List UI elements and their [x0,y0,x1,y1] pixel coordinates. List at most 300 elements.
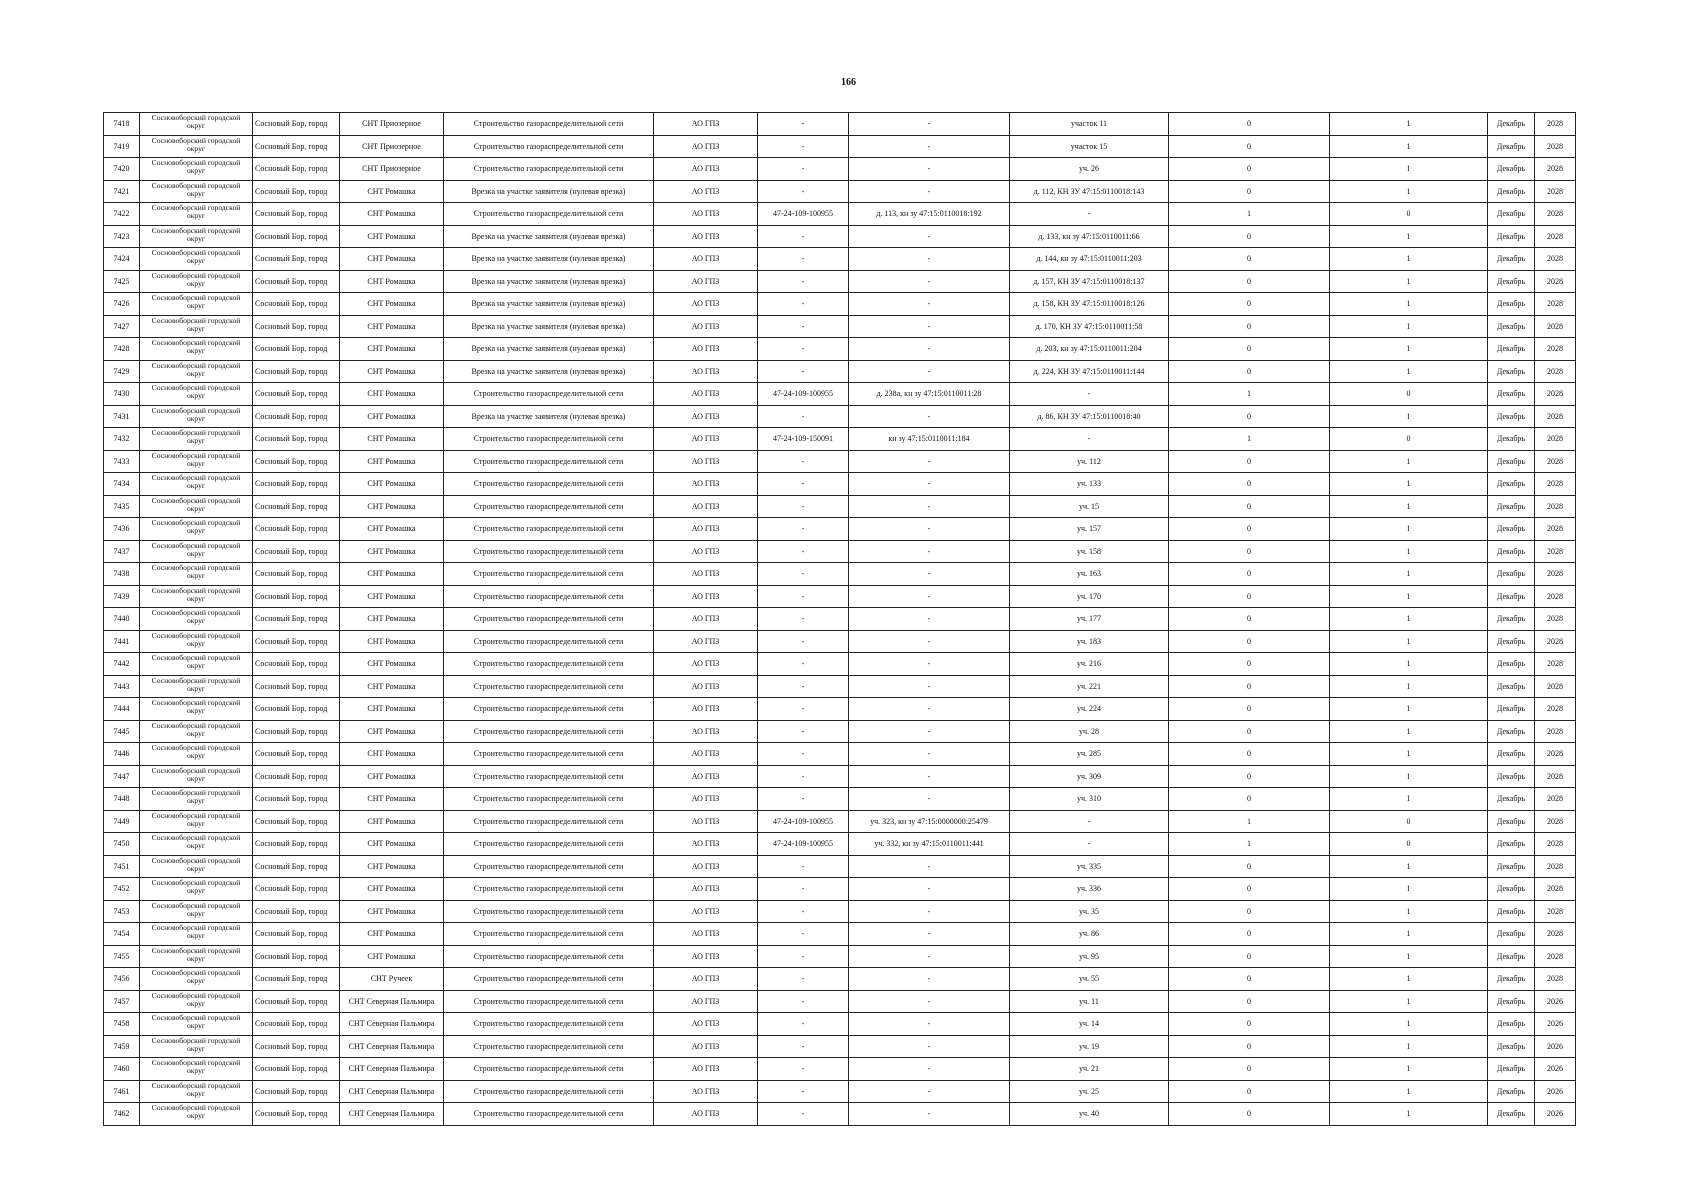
tu-number-cell: - [758,743,849,766]
row-number-cell: 7426 [104,293,140,316]
plot-address-cell: уч. 163 [1010,563,1169,586]
work-type-cell: Строительство газораспределительной сети [444,765,654,788]
year-cell: 2028 [1535,833,1576,856]
year-cell: 2028 [1535,765,1576,788]
snt-name-cell: СНТ Ромашка [340,473,444,496]
organization-cell: АО ГПЗ [654,495,758,518]
month-cell: Декабрь [1488,270,1535,293]
work-type-cell: Строительство газораспределительной сети [444,1058,654,1081]
tu-number-cell: - [758,788,849,811]
month-cell: Декабрь [1488,878,1535,901]
object-address-cell: - [849,315,1010,338]
organization-cell: АО ГПЗ [654,450,758,473]
snt-name-cell: СНТ Ромашка [340,923,444,946]
month-cell: Декабрь [1488,203,1535,226]
settlement-cell: Сосновый Бор, город [253,158,340,181]
month-cell: Декабрь [1488,293,1535,316]
month-cell: Декабрь [1488,833,1535,856]
organization-cell: АО ГПЗ [654,923,758,946]
plot-address-cell: уч. 15 [1010,495,1169,518]
work-type-cell: Строительство газораспределительной сети [444,540,654,563]
table-row [104,383,1576,406]
year-cell: 2028 [1535,675,1576,698]
municipality-cell: Сосновоборский городской округ [140,900,253,923]
plot-address-cell: уч. 55 [1010,968,1169,991]
count-a-cell: 0 [1169,563,1330,586]
organization-cell: АО ГПЗ [654,405,758,428]
month-cell: Декабрь [1488,720,1535,743]
row-number-cell: 7441 [104,630,140,653]
count-b-cell: 1 [1330,698,1488,721]
count-b-cell: 0 [1330,203,1488,226]
settlement-cell: Сосновый Бор, город [253,203,340,226]
count-a-cell: 0 [1169,338,1330,361]
settlement-cell: Сосновый Бор, город [253,473,340,496]
row-number-cell: 7421 [104,180,140,203]
year-cell: 2026 [1535,1035,1576,1058]
plot-address-cell: уч. 26 [1010,158,1169,181]
count-a-cell: 0 [1169,495,1330,518]
plot-address-cell: д. 158, КН ЗУ 47:15:0110018:126 [1010,293,1169,316]
count-a-cell: 0 [1169,360,1330,383]
object-address-cell: д. 238а, кн зу 47:15:0110011:28 [849,383,1010,406]
count-a-cell: 0 [1169,585,1330,608]
settlement-cell: Сосновый Бор, город [253,653,340,676]
municipality-cell: Сосновоборский городской округ [140,608,253,631]
plot-address-cell: д. 144, кн зу 47:15:0110011:203 [1010,248,1169,271]
month-cell: Декабрь [1488,338,1535,361]
year-cell: 2028 [1535,180,1576,203]
count-a-cell: 0 [1169,113,1330,136]
object-address-cell: - [849,563,1010,586]
count-b-cell: 1 [1330,788,1488,811]
work-type-cell: Строительство газораспределительной сети [444,720,654,743]
row-number-cell: 7449 [104,810,140,833]
settlement-cell: Сосновый Бор, город [253,878,340,901]
row-number-cell: 7458 [104,1013,140,1036]
row-number-cell: 7455 [104,945,140,968]
tu-number-cell: - [758,135,849,158]
plot-address-cell: уч. 157 [1010,518,1169,541]
plot-address-cell: - [1010,810,1169,833]
count-a-cell: 1 [1169,833,1330,856]
municipality-cell: Сосновоборский городской округ [140,293,253,316]
settlement-cell: Сосновый Бор, город [253,270,340,293]
settlement-cell: Сосновый Бор, город [253,563,340,586]
object-address-cell: - [849,698,1010,721]
settlement-cell: Сосновый Бор, город [253,585,340,608]
tu-number-cell: - [758,900,849,923]
plot-address-cell: уч. 35 [1010,900,1169,923]
organization-cell: АО ГПЗ [654,945,758,968]
work-type-cell: Врезка на участке заявителя (нулевая врезка) [444,293,654,316]
table-row [104,990,1576,1013]
organization-cell: АО ГПЗ [654,315,758,338]
month-cell: Декабрь [1488,855,1535,878]
settlement-cell: Сосновый Бор, город [253,338,340,361]
year-cell: 2028 [1535,968,1576,991]
work-type-cell: Врезка на участке заявителя (нулевая врезка) [444,225,654,248]
organization-cell: АО ГПЗ [654,473,758,496]
count-a-cell: 0 [1169,1080,1330,1103]
count-a-cell: 0 [1169,945,1330,968]
municipality-cell: Сосновоборский городской округ [140,968,253,991]
count-a-cell: 0 [1169,743,1330,766]
snt-name-cell: СНТ Ромашка [340,900,444,923]
row-number-cell: 7462 [104,1103,140,1126]
tu-number-cell: - [758,293,849,316]
table-row [104,405,1576,428]
table-row [104,630,1576,653]
count-b-cell: 1 [1330,248,1488,271]
snt-name-cell: СНТ Приозерное [340,158,444,181]
municipality-cell: Сосновоборский городской округ [140,698,253,721]
organization-cell: АО ГПЗ [654,225,758,248]
tu-number-cell: - [758,473,849,496]
count-b-cell: 1 [1330,135,1488,158]
table-row [104,810,1576,833]
settlement-cell: Сосновый Бор, город [253,518,340,541]
plot-address-cell: уч. 40 [1010,1103,1169,1126]
tu-number-cell: - [758,990,849,1013]
count-b-cell: 0 [1330,428,1488,451]
organization-cell: АО ГПЗ [654,563,758,586]
year-cell: 2026 [1535,1103,1576,1126]
work-type-cell: Строительство газораспределительной сети [444,698,654,721]
row-number-cell: 7428 [104,338,140,361]
object-address-cell: - [849,765,1010,788]
work-type-cell: Строительство газораспределительной сети [444,675,654,698]
count-b-cell: 0 [1330,833,1488,856]
plot-address-cell: уч. 11 [1010,990,1169,1013]
count-a-cell: 0 [1169,630,1330,653]
organization-cell: АО ГПЗ [654,1080,758,1103]
row-number-cell: 7418 [104,113,140,136]
tu-number-cell: - [758,360,849,383]
tu-number-cell: - [758,653,849,676]
count-b-cell: 1 [1330,945,1488,968]
work-type-cell: Строительство газораспределительной сети [444,608,654,631]
count-b-cell: 1 [1330,608,1488,631]
object-address-cell: - [849,743,1010,766]
month-cell: Декабрь [1488,180,1535,203]
count-a-cell: 1 [1169,383,1330,406]
work-type-cell: Строительство газораспределительной сети [444,945,654,968]
snt-name-cell: СНТ Ромашка [340,630,444,653]
count-a-cell: 0 [1169,855,1330,878]
count-b-cell: 1 [1330,450,1488,473]
year-cell: 2028 [1535,225,1576,248]
organization-cell: АО ГПЗ [654,698,758,721]
row-number-cell: 7433 [104,450,140,473]
municipality-cell: Сосновоборский городской округ [140,585,253,608]
municipality-cell: Сосновоборский городской округ [140,450,253,473]
municipality-cell: Сосновоборский городской округ [140,473,253,496]
count-a-cell: 0 [1169,1013,1330,1036]
row-number-cell: 7454 [104,923,140,946]
tu-number-cell: 47-24-109-150091 [758,428,849,451]
snt-name-cell: СНТ Ромашка [340,203,444,226]
month-cell: Декабрь [1488,428,1535,451]
tu-number-cell: - [758,1058,849,1081]
tu-number-cell: - [758,1013,849,1036]
snt-name-cell: СНТ Ромашка [340,225,444,248]
municipality-cell: Сосновоборский городской округ [140,158,253,181]
organization-cell: АО ГПЗ [654,765,758,788]
year-cell: 2028 [1535,653,1576,676]
tu-number-cell: - [758,1080,849,1103]
work-type-cell: Строительство газораспределительной сети [444,990,654,1013]
work-type-cell: Строительство газораспределительной сети [444,1103,654,1126]
row-number-cell: 7438 [104,563,140,586]
plot-address-cell: уч. 216 [1010,653,1169,676]
tu-number-cell: - [758,158,849,181]
municipality-cell: Сосновоборский городской округ [140,653,253,676]
table-row [104,743,1576,766]
row-number-cell: 7422 [104,203,140,226]
count-a-cell: 0 [1169,765,1330,788]
table-row [104,135,1576,158]
month-cell: Декабрь [1488,900,1535,923]
settlement-cell: Сосновый Бор, город [253,450,340,473]
object-address-cell: - [849,675,1010,698]
count-b-cell: 0 [1330,810,1488,833]
plot-address-cell: уч. 133 [1010,473,1169,496]
work-type-cell: Строительство газораспределительной сети [444,450,654,473]
tu-number-cell: - [758,405,849,428]
year-cell: 2028 [1535,540,1576,563]
settlement-cell: Сосновый Бор, город [253,428,340,451]
count-b-cell: 1 [1330,293,1488,316]
organization-cell: АО ГПЗ [654,653,758,676]
municipality-cell: Сосновоборский городской округ [140,1013,253,1036]
count-a-cell: 0 [1169,405,1330,428]
organization-cell: АО ГПЗ [654,383,758,406]
table-row [104,540,1576,563]
snt-name-cell: СНТ Северная Пальмира [340,1035,444,1058]
table-row [104,675,1576,698]
settlement-cell: Сосновый Бор, город [253,788,340,811]
table-row [104,450,1576,473]
snt-name-cell: СНТ Ручеек [340,968,444,991]
plot-address-cell: уч. 285 [1010,743,1169,766]
work-type-cell: Строительство газораспределительной сети [444,878,654,901]
snt-name-cell: СНТ Ромашка [340,338,444,361]
settlement-cell: Сосновый Бор, город [253,698,340,721]
municipality-cell: Сосновоборский городской округ [140,248,253,271]
work-type-cell: Врезка на участке заявителя (нулевая врезка) [444,270,654,293]
snt-name-cell: СНТ Ромашка [340,833,444,856]
tu-number-cell: - [758,968,849,991]
plot-address-cell: участок 11 [1010,113,1169,136]
municipality-cell: Сосновоборский городской округ [140,945,253,968]
object-address-cell: - [849,338,1010,361]
count-b-cell: 1 [1330,1058,1488,1081]
settlement-cell: Сосновый Бор, город [253,923,340,946]
snt-name-cell: СНТ Ромашка [340,788,444,811]
settlement-cell: Сосновый Бор, город [253,1080,340,1103]
work-type-cell: Врезка на участке заявителя (нулевая врезка) [444,248,654,271]
snt-name-cell: СНТ Ромашка [340,315,444,338]
month-cell: Декабрь [1488,495,1535,518]
work-type-cell: Врезка на участке заявителя (нулевая врезка) [444,315,654,338]
month-cell: Декабрь [1488,360,1535,383]
year-cell: 2028 [1535,518,1576,541]
organization-cell: АО ГПЗ [654,743,758,766]
organization-cell: АО ГПЗ [654,675,758,698]
municipality-cell: Сосновоборский городской округ [140,720,253,743]
table-row [104,1103,1576,1126]
settlement-cell: Сосновый Бор, город [253,900,340,923]
count-b-cell: 1 [1330,315,1488,338]
work-type-cell: Строительство газораспределительной сети [444,428,654,451]
work-type-cell: Строительство газораспределительной сети [444,923,654,946]
object-address-cell: - [849,720,1010,743]
tu-number-cell: - [758,113,849,136]
year-cell: 2028 [1535,923,1576,946]
snt-name-cell: СНТ Ромашка [340,855,444,878]
plot-address-cell: уч. 19 [1010,1035,1169,1058]
work-type-cell: Строительство газораспределительной сети [444,900,654,923]
tu-number-cell: - [758,180,849,203]
object-address-cell: - [849,630,1010,653]
snt-name-cell: СНТ Ромашка [340,383,444,406]
table-row [104,563,1576,586]
count-a-cell: 0 [1169,1035,1330,1058]
plot-address-cell: уч. 224 [1010,698,1169,721]
table-row [104,473,1576,496]
count-b-cell: 1 [1330,405,1488,428]
tu-number-cell: - [758,563,849,586]
month-cell: Декабрь [1488,1035,1535,1058]
row-number-cell: 7429 [104,360,140,383]
snt-name-cell: СНТ Ромашка [340,810,444,833]
organization-cell: АО ГПЗ [654,293,758,316]
work-type-cell: Строительство газораспределительной сети [444,158,654,181]
settlement-cell: Сосновый Бор, город [253,113,340,136]
tu-number-cell: - [758,945,849,968]
plot-address-cell: участок 15 [1010,135,1169,158]
settlement-cell: Сосновый Бор, город [253,540,340,563]
row-number-cell: 7444 [104,698,140,721]
table-row [104,248,1576,271]
snt-name-cell: СНТ Ромашка [340,495,444,518]
object-address-cell: - [849,473,1010,496]
organization-cell: АО ГПЗ [654,203,758,226]
municipality-cell: Сосновоборский городской округ [140,315,253,338]
work-type-cell: Строительство газораспределительной сети [444,968,654,991]
table-row [104,315,1576,338]
row-number-cell: 7437 [104,540,140,563]
year-cell: 2028 [1535,113,1576,136]
settlement-cell: Сосновый Бор, город [253,180,340,203]
table-row [104,923,1576,946]
count-b-cell: 1 [1330,113,1488,136]
settlement-cell: Сосновый Бор, город [253,630,340,653]
table-row [104,900,1576,923]
month-cell: Декабрь [1488,563,1535,586]
tu-number-cell: - [758,315,849,338]
month-cell: Декабрь [1488,810,1535,833]
count-a-cell: 0 [1169,518,1330,541]
row-number-cell: 7450 [104,833,140,856]
snt-name-cell: СНТ Ромашка [340,180,444,203]
plot-address-cell: - [1010,833,1169,856]
municipality-cell: Сосновоборский городской округ [140,495,253,518]
year-cell: 2028 [1535,450,1576,473]
settlement-cell: Сосновый Бор, город [253,810,340,833]
table-row [104,585,1576,608]
count-b-cell: 1 [1330,1103,1488,1126]
count-a-cell: 0 [1169,225,1330,248]
organization-cell: АО ГПЗ [654,158,758,181]
tu-number-cell: - [758,518,849,541]
object-address-cell: - [849,968,1010,991]
object-address-cell: д. 113, кн зу 47:15:0110018:192 [849,203,1010,226]
tu-number-cell: - [758,248,849,271]
month-cell: Декабрь [1488,1058,1535,1081]
work-type-cell: Строительство газораспределительной сети [444,653,654,676]
work-type-cell: Строительство газораспределительной сети [444,563,654,586]
tu-number-cell: - [758,698,849,721]
plot-address-cell: уч. 28 [1010,720,1169,743]
tu-number-cell: 47-24-109-100955 [758,203,849,226]
table-row [104,225,1576,248]
month-cell: Декабрь [1488,675,1535,698]
year-cell: 2026 [1535,990,1576,1013]
municipality-cell: Сосновоборский городской округ [140,855,253,878]
row-number-cell: 7459 [104,1035,140,1058]
month-cell: Декабрь [1488,450,1535,473]
organization-cell: АО ГПЗ [654,630,758,653]
plot-address-cell: - [1010,383,1169,406]
tu-number-cell: - [758,608,849,631]
month-cell: Декабрь [1488,743,1535,766]
work-type-cell: Строительство газораспределительной сети [444,855,654,878]
work-type-cell: Строительство газораспределительной сети [444,383,654,406]
month-cell: Декабрь [1488,473,1535,496]
object-address-cell: - [849,540,1010,563]
work-type-cell: Строительство газораспределительной сети [444,135,654,158]
tu-number-cell: - [758,675,849,698]
object-address-cell: - [849,788,1010,811]
object-address-cell: - [849,900,1010,923]
table-row [104,495,1576,518]
object-address-cell: - [849,923,1010,946]
municipality-cell: Сосновоборский городской округ [140,135,253,158]
work-type-cell: Строительство газораспределительной сети [444,833,654,856]
work-type-cell: Строительство газораспределительной сети [444,473,654,496]
work-type-cell: Строительство газораспределительной сети [444,1035,654,1058]
year-cell: 2028 [1535,630,1576,653]
month-cell: Декабрь [1488,113,1535,136]
table-row [104,1035,1576,1058]
work-type-cell: Врезка на участке заявителя (нулевая врезка) [444,338,654,361]
settlement-cell: Сосновый Бор, город [253,248,340,271]
year-cell: 2028 [1535,788,1576,811]
work-type-cell: Строительство газораспределительной сети [444,495,654,518]
object-address-cell: уч. 332, кн зу 47:15:0110011:441 [849,833,1010,856]
snt-name-cell: СНТ Ромашка [340,428,444,451]
count-a-cell: 0 [1169,180,1330,203]
table-row [104,608,1576,631]
tu-number-cell: - [758,765,849,788]
month-cell: Декабрь [1488,248,1535,271]
work-type-cell: Строительство газораспределительной сети [444,810,654,833]
municipality-cell: Сосновоборский городской округ [140,225,253,248]
settlement-cell: Сосновый Бор, город [253,833,340,856]
work-type-cell: Строительство газораспределительной сети [444,203,654,226]
